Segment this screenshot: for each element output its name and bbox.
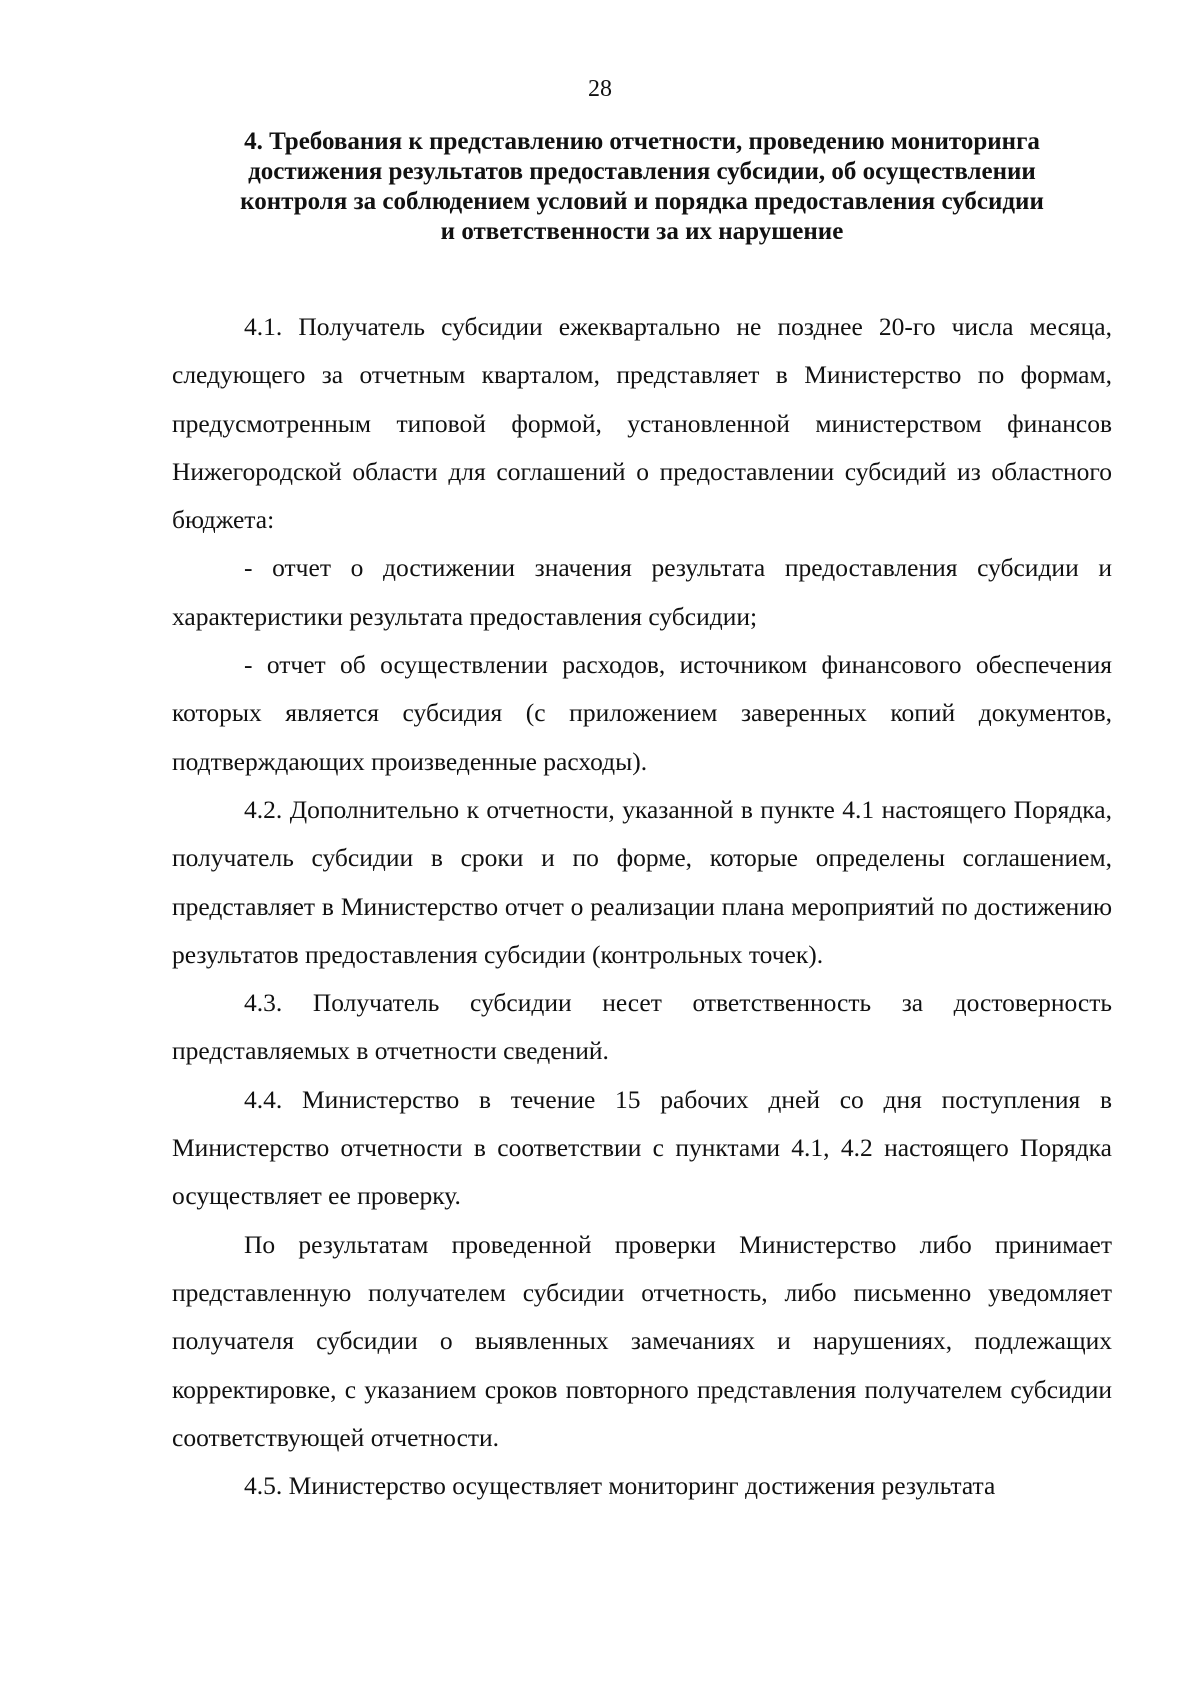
paragraph-4-2: 4.2. Дополнительно к отчетности, указанной в пункте 4.1 настоящего Порядка, получатель субсидии в сроки и по форме, которые определены соглашением, представляет в Министерство отчет о реализации плана мероприятий по достижению результатов предоставления субсидии (контрольных точек). bbox=[172, 794, 1112, 969]
paragraph-report-results: - отчет о достижении значения результата предоставления субсидии и характеристики результата предоставления субсидии; bbox=[172, 553, 1112, 631]
paragraph-4-4: 4.4. Министерство в течение 15 рабочих дней со дня поступления в Министерство отчетности в соответствии с пунктами 4.1, 4.2 настоящего Порядка осуществляет ее проверку. bbox=[172, 1084, 1112, 1211]
paragraph-verification-results: По результатам проведенной проверки Министерство либо принимает представленную получателем субсидии отчетность, либо письменно уведомляет получателя субсидии о выявленных замечаниях и нарушениях, подлежащих корректировке, с указанием сроков повторного представления получателем субсидии соответствующей отчетности. bbox=[172, 1229, 1112, 1452]
section-heading-line: 4. Требования к представлению отчетности, проведению мониторинга bbox=[244, 128, 1040, 155]
section-heading-line: и ответственности за их нарушение bbox=[440, 218, 844, 245]
paragraph-report-expenses: - отчет об осуществлении расходов, источником финансового обеспечения которых является субсидия (с приложением заверенных копий документов, подтверждающих произведенные расходы). bbox=[172, 650, 1112, 776]
paragraph-4-3: 4.3. Получатель субсидии несет ответственность за достоверность представляемых в отчетности сведений. bbox=[172, 988, 1112, 1066]
page-number: 28 bbox=[588, 76, 612, 102]
paragraph-4-5: 4.5. Министерство осуществляет мониторинг достижения результата bbox=[244, 1471, 996, 1501]
section-heading bbox=[172, 127, 1112, 247]
section-heading-line: контроля за соблюдением условий и порядка предоставления субсидии bbox=[240, 188, 1044, 215]
paragraph-4-1: 4.1. Получатель субсидии ежеквартально не позднее 20-го числа месяца, следующего за отчетным кварталом, представляет в Министерство по формам, предусмотренным типовой формой, установленной министерством финансов Нижегородской области для соглашений о предоставлении субсидий из областного бюджета: bbox=[172, 312, 1112, 535]
document-body bbox=[172, 303, 1112, 1510]
section-heading-line: достижения результатов предоставления субсидии, об осуществлении bbox=[248, 158, 1036, 185]
